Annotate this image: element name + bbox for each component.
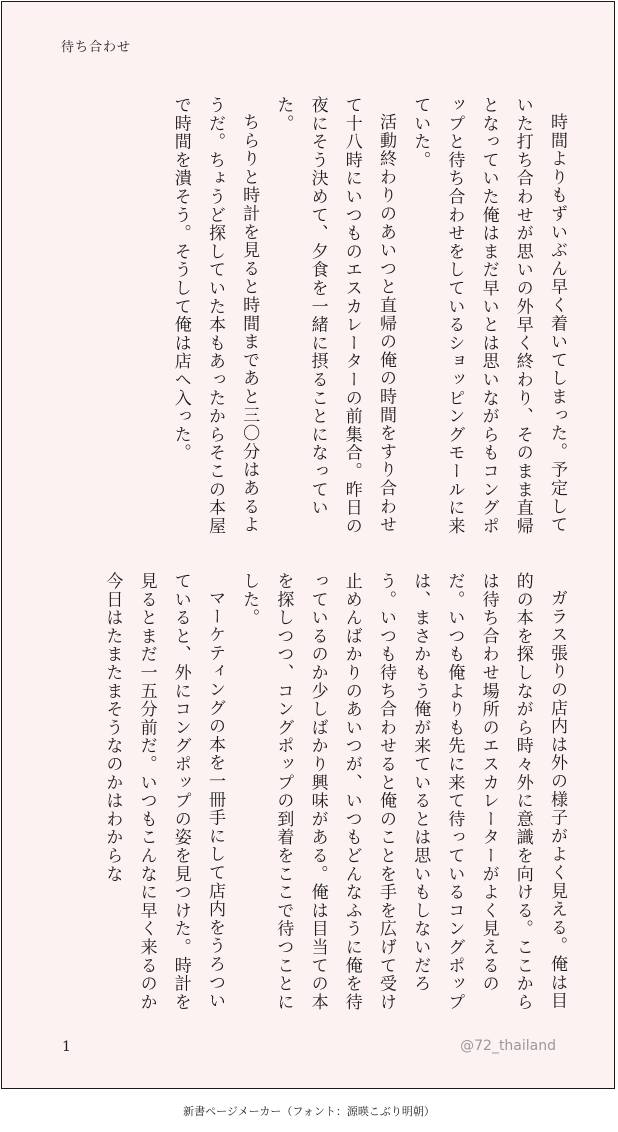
author-handle: @72_thailand <box>460 1038 556 1054</box>
vertical-text-body <box>34 96 574 1026</box>
paragraph: マーケティングの本を一冊手にして店内をうろついていると、外にコングポップの姿を見つけた。時計を見るとまだ一五分前だ。いつもこんなに早く来るのか今日はたまたまそうなのかはわからな <box>102 572 225 1012</box>
paragraph: 時間よりもずいぶん早く着いてしまった。予定していた打ち合わせが思いの外早く終わり、そのまま直帰となっていた俺はまだ早いとは思いながらもコングポップと待ち合わせをしているショッピングモールに来ていた。 <box>410 96 567 536</box>
page-sheet <box>1 1 615 1089</box>
page-title: 待ち合わせ <box>61 40 132 55</box>
paragraph: ガラス張りの店内は外の様子がよく見える。俺は目的の本を探しながら時々外に意識を向ける。ここからは待ち合わせ場所のエスカレーターがよく見えるのだ。いつも俺よりも先に来て待っているコングポップは、まさかもう俺が来ているとは思いもしないだろう。いつも待ち合わせると俺のことを手を広げて受け止めんばかりのあいつが、いつもどんなふうに俺を待っているのか少しばかり興味がある。俺は目当ての本を探しつつ、コングポップの到着をここで待つことにした。 <box>239 572 567 1012</box>
paragraph: 活動終わりのあいつと直帰の俺の時間をすり合わせて十八時にいつものエスカレーターの前集合。昨日の夜にそう決めて、夕食を一緒に摂ることになっていた。 <box>273 96 396 536</box>
text-tier-bottom <box>34 572 574 1022</box>
text-tier-top <box>34 96 574 546</box>
generator-caption: 新書ページメーカー（フォント：源暎こぶり明朝） <box>183 1105 435 1118</box>
paragraph: ちらりと時計を見ると時間まであと三〇分はあるようだ。ちょうど探していた本もあったからそこの本屋で時間を潰そう。そうして俺は店へ入った。 <box>170 96 260 536</box>
page-number: 1 <box>62 1039 71 1055</box>
